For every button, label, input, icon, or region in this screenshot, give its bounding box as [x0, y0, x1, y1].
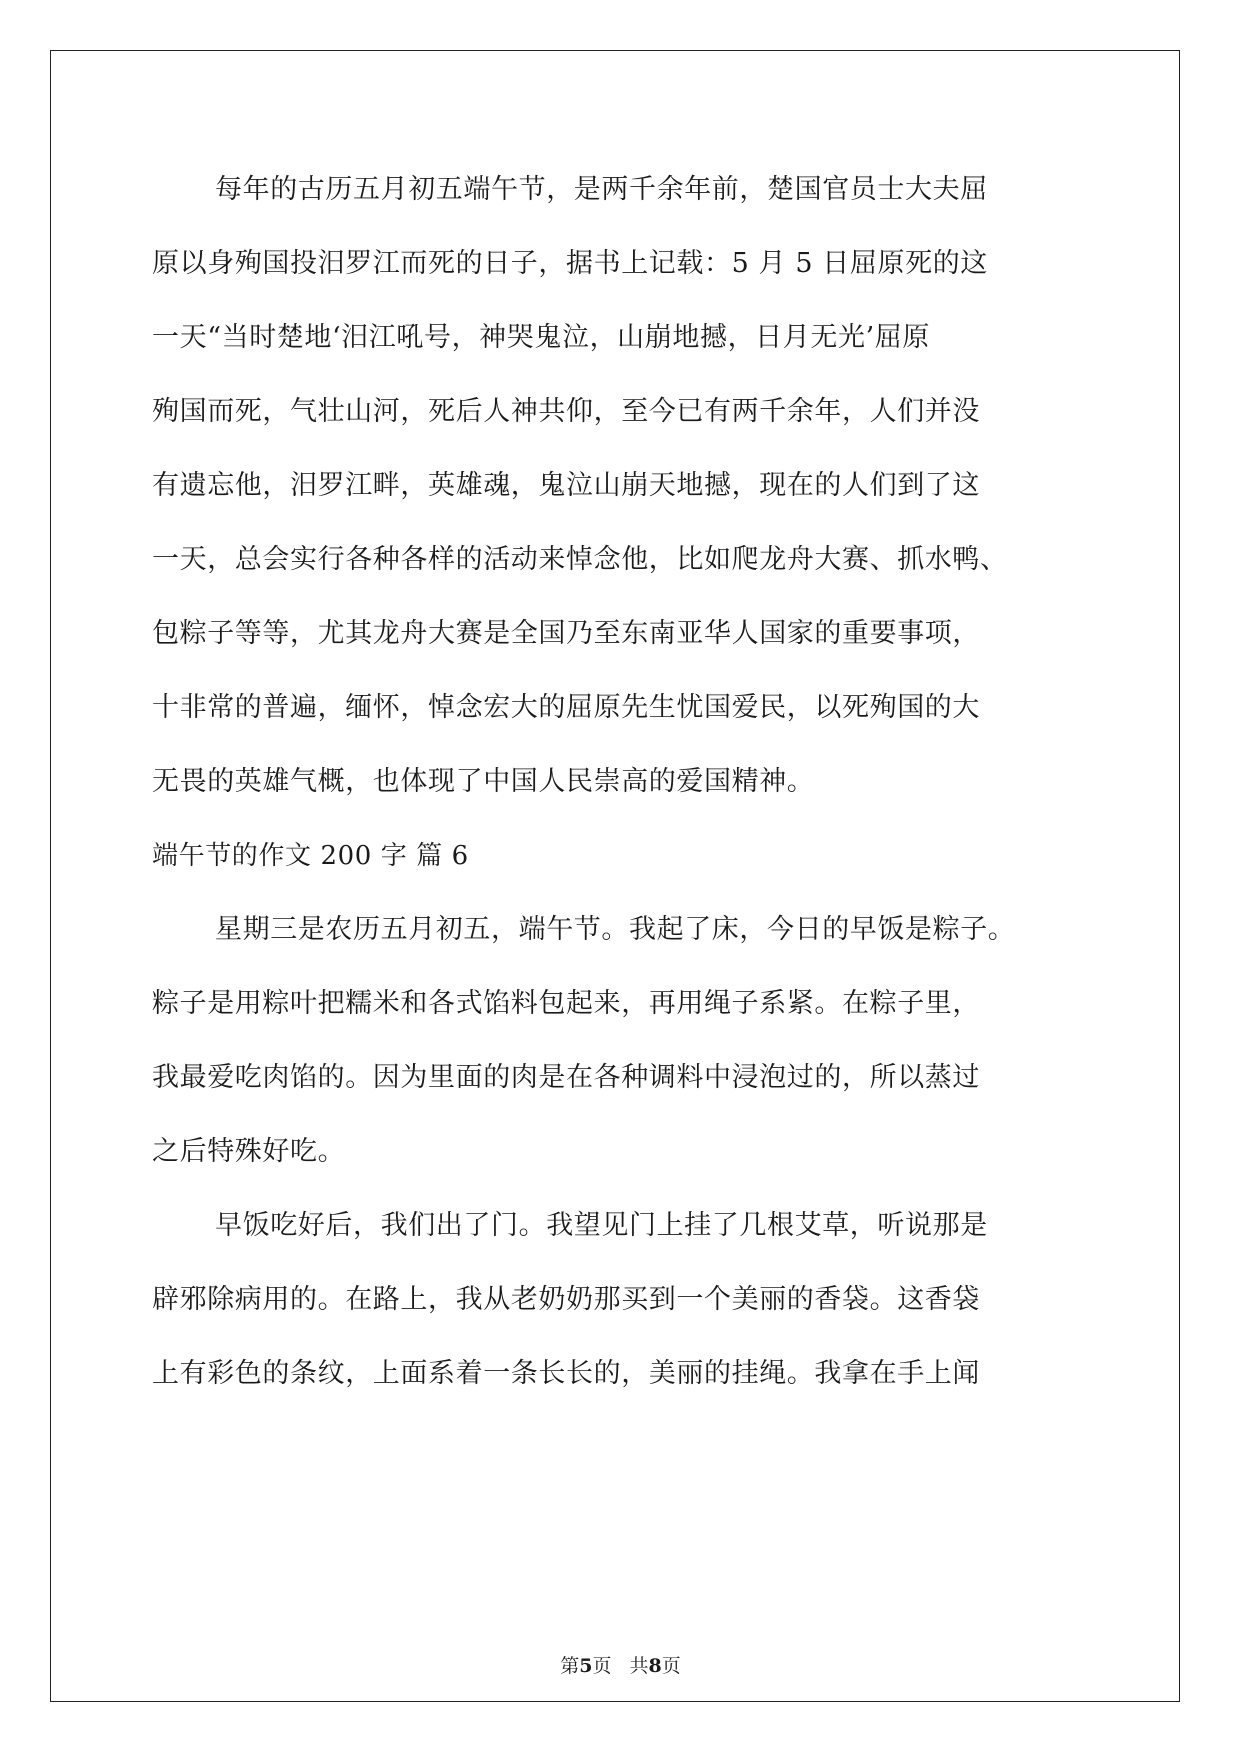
total-page-unit: 页: [661, 1655, 681, 1677]
section-heading: 端午节的作文 200 字 篇 6: [152, 841, 469, 871]
text-line: 之后特殊好吃。: [152, 1136, 346, 1167]
text-line: 十非常的普遍，缅怀，悼念宏大的屈原先生忧国爱民，以死殉国的大: [152, 692, 980, 723]
text-line: 我最爱吃肉馅的。因为里面的肉是在各种调料中浸泡过的，所以蒸过: [152, 1062, 980, 1093]
text-line: 一天“当时楚地‘汨江吼号，神哭鬼泣，山崩地撼，日月无光’屈原: [152, 322, 930, 353]
text-line: 原以身殉国投汨罗江而死的日子，据书上记载：5 月 5 日屈原死的这: [152, 248, 988, 279]
text-line: 有遗忘他，汨罗江畔，英雄魂，鬼泣山崩天地撼，现在的人们到了这: [152, 470, 980, 501]
text-line: 早饭吃好后，我们出了门。我望见门上挂了几根艾草，听说那是: [215, 1210, 988, 1241]
text-line: 殉国而死，气壮山河，死后人神共仰，至今已有两千余年，人们并没: [152, 396, 980, 427]
text-line: 无畏的英雄气概，也体现了中国人民崇高的爱国精神。: [152, 766, 815, 797]
total-label-prefix: 共: [629, 1655, 649, 1677]
text-line: 一天，总会实行各种各样的活动来悼念他，比如爬龙舟大赛、抓水鸭、: [152, 544, 1008, 575]
text-line: 上有彩色的条纹，上面系着一条长长的，美丽的挂绳。我拿在手上闻: [152, 1358, 980, 1389]
text-line: 星期三是农历五月初五，端午节。我起了床，今日的早饭是粽子。: [215, 914, 1016, 945]
text-line: 辟邪除病用的。在路上，我从老奶奶那买到一个美丽的香袋。这香袋: [152, 1284, 980, 1315]
current-page-number: 5: [579, 1655, 593, 1677]
total-pages-number: 8: [648, 1655, 662, 1677]
text-line: 包粽子等等，尤其龙舟大赛是全国乃至东南亚华人国家的重要事项，: [152, 618, 980, 649]
text-line: 粽子是用粽叶把糯米和各式馅料包起来，再用绳子系紧。在粽子里，: [152, 988, 980, 1019]
page-footer: [0, 1654, 1241, 1678]
text-line: 每年的古历五月初五端午节，是两千余年前，楚国官员士大夫屈: [215, 174, 988, 205]
page-border: [50, 50, 1180, 1702]
page-unit: 页: [592, 1655, 612, 1677]
page-label-prefix: 第: [560, 1655, 580, 1677]
